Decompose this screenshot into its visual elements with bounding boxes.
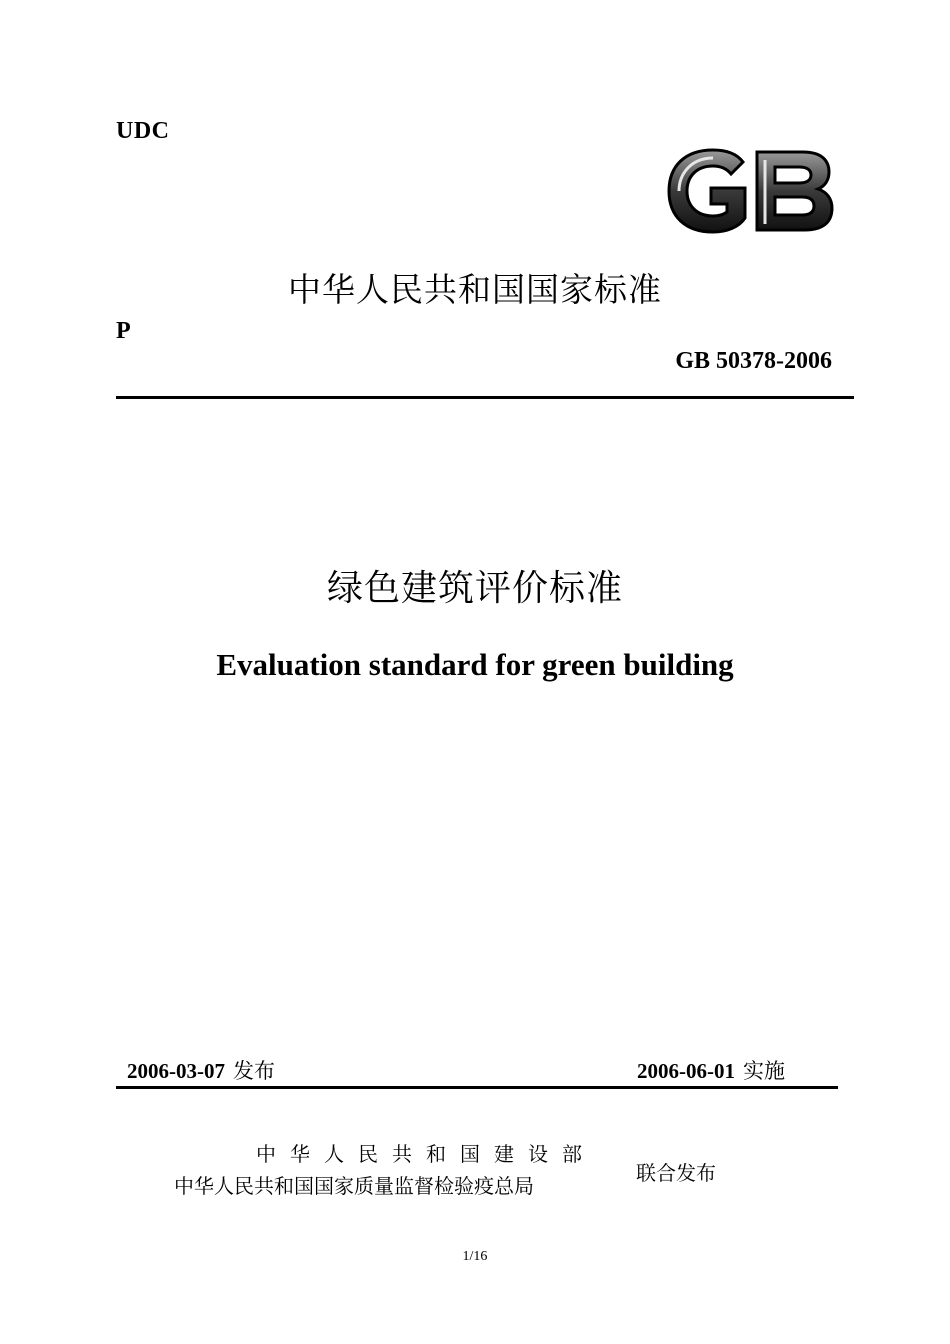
issuer-ministry: 中华人民共和国建设部 xyxy=(256,1142,596,1166)
issuer-aqsiq: 中华人民共和国国家质量监督检验疫总局 xyxy=(174,1174,534,1198)
implement-date-block xyxy=(637,1055,785,1085)
gb-logo-icon xyxy=(665,148,835,234)
issue-label: 发布 xyxy=(233,1059,275,1083)
joint-issue-label: 联合发布 xyxy=(636,1161,716,1185)
implement-date: 2006-06-01 xyxy=(637,1059,735,1083)
issue-date: 2006-03-07 xyxy=(127,1059,225,1083)
standard-number: GB 50378-2006 xyxy=(675,348,832,374)
top-divider xyxy=(116,396,854,399)
standard-title: 中华人民共和国国家标准 xyxy=(288,270,662,309)
page-number: 1/16 xyxy=(462,1249,488,1264)
udc-label: UDC xyxy=(116,118,170,144)
issue-date-block xyxy=(127,1055,275,1085)
document-title-en: Evaluation standard for green building xyxy=(216,647,734,682)
implement-label: 实施 xyxy=(743,1059,785,1083)
bottom-divider xyxy=(116,1086,838,1089)
classification-code: P xyxy=(116,318,131,344)
document-title-cn: 绿色建筑评价标准 xyxy=(326,568,623,609)
